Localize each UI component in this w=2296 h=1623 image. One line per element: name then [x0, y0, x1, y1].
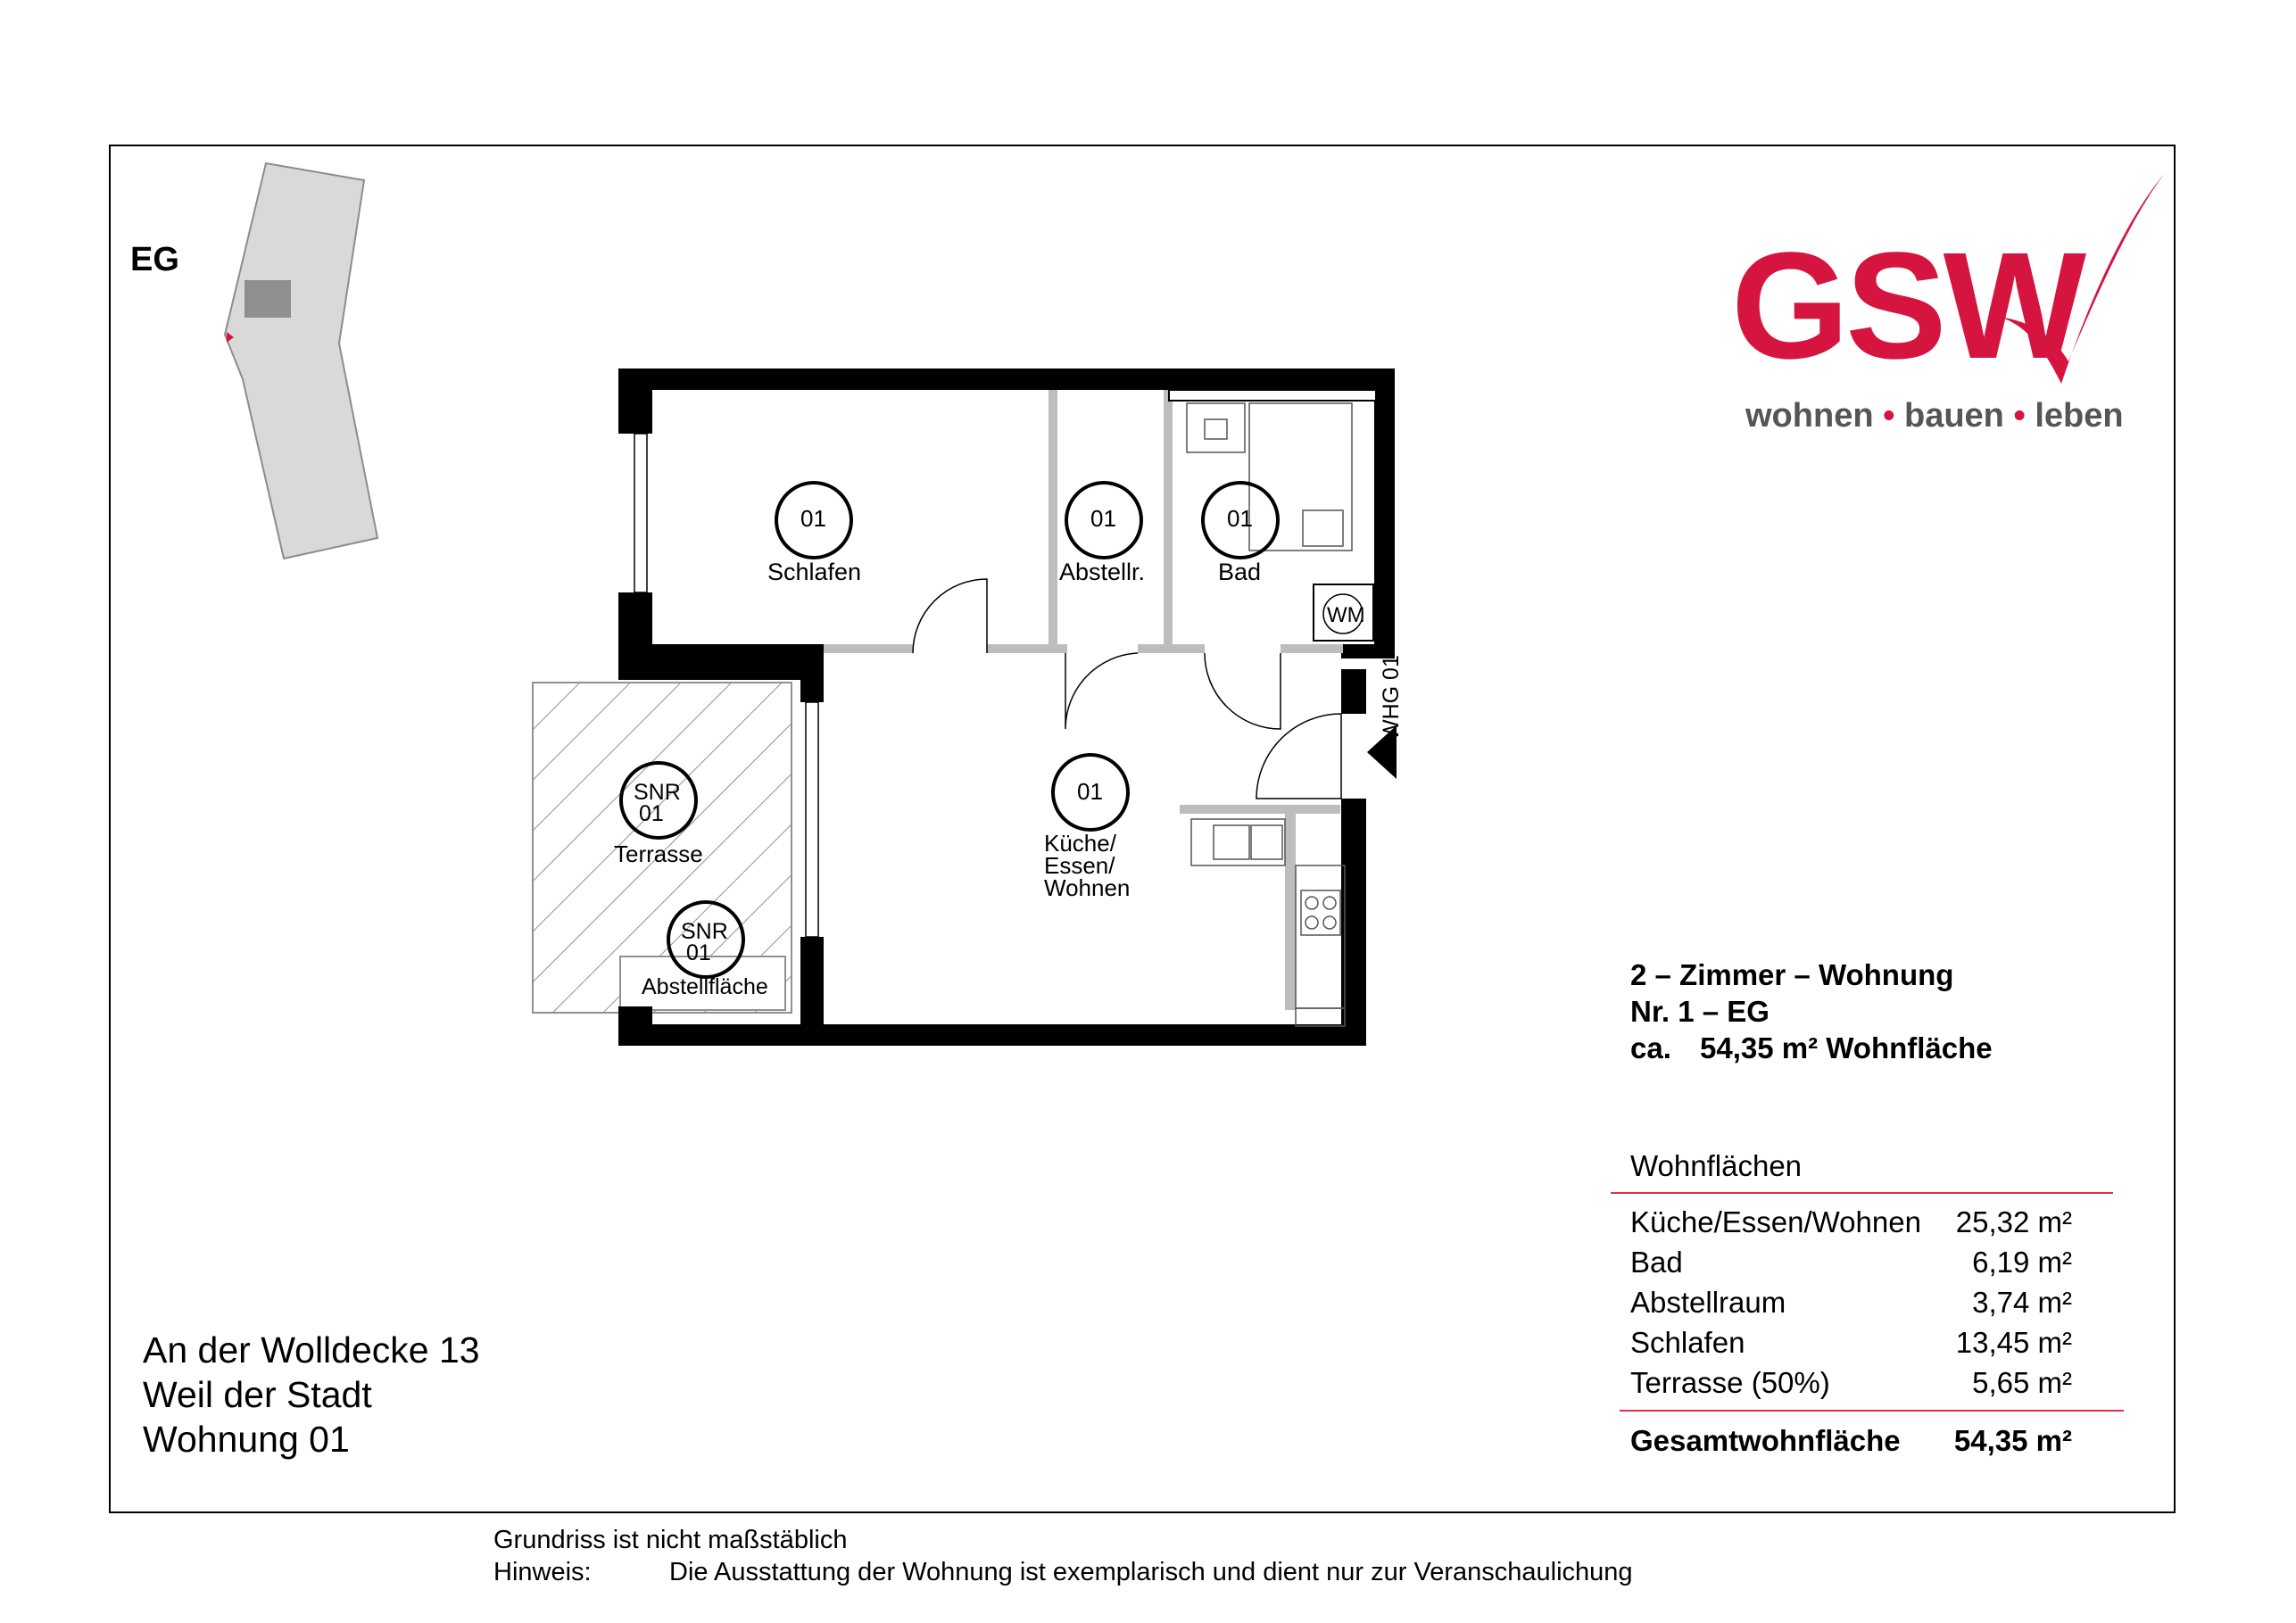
storage-number-2: 01: [686, 940, 711, 965]
room-schlafen-name: Schlafen: [767, 559, 862, 585]
fridge: [1296, 1008, 1345, 1026]
room-abstell-name: Abstellr.: [1059, 559, 1146, 585]
areas-heading: Wohnflächen: [1630, 1149, 1803, 1182]
room-bad-number: 01: [1227, 505, 1253, 532]
unit-number: Nr. 1 – EG: [1630, 995, 1770, 1028]
stove: [1301, 890, 1340, 935]
unit-area: 54,35 m² Wohnfläche: [1700, 1031, 1993, 1064]
kitchen-fixtures: [1191, 819, 1345, 1026]
washing-machine-label: WM: [1327, 603, 1365, 627]
terrace-number-2: 01: [639, 801, 664, 826]
area-row-name: Abstellraum: [1630, 1286, 1786, 1319]
unit-type: 2 – Zimmer – Wohnung: [1630, 958, 1954, 991]
areas-total-divider: [1620, 1410, 2124, 1412]
area-row-name: Bad: [1630, 1246, 1683, 1279]
area-row: [1630, 1366, 2072, 1402]
area-row-value: 5,65 m²: [1972, 1366, 2072, 1399]
terrace-name: Terrasse: [614, 840, 703, 867]
room-abstell-number: 01: [1090, 505, 1116, 532]
kitchen-drainer: [1251, 825, 1282, 859]
floor-label: EG: [130, 241, 179, 278]
storage-number-1: SNR: [681, 919, 728, 944]
kitchen-sink: [1214, 825, 1249, 859]
area-row-name: Schlafen: [1630, 1326, 1745, 1359]
area-row-name: Küche/Essen/Wohnen: [1630, 1205, 1921, 1238]
tagline-leben: leben: [2035, 397, 2124, 435]
area-row: [1630, 1326, 2072, 1362]
address-street: An der Wolldecke 13: [143, 1329, 480, 1370]
doors: [913, 579, 1341, 799]
area-total-value: 54,35 m²: [1953, 1424, 2072, 1457]
footer-hint-text: Die Ausstattung der Wohnung ist exemplarisch und dient nur zur Veranschaulichung: [669, 1558, 1633, 1586]
areas-heading-divider: [1611, 1192, 2113, 1194]
area-row-value: 25,32 m²: [1955, 1205, 2072, 1238]
kitchen-counter: [1191, 819, 1285, 865]
room-kueche-name-2: Essen/: [1044, 852, 1115, 879]
area-row-value: 6,19 m²: [1972, 1246, 2072, 1279]
area-total-name: Gesamtwohnfläche: [1630, 1424, 1901, 1457]
footer-hint-label: Hinweis:: [493, 1558, 592, 1586]
area-row-name: Terrasse (50%): [1630, 1366, 1830, 1399]
area-row: [1630, 1205, 2072, 1241]
area-row: [1630, 1246, 2072, 1281]
bathtub: [1249, 403, 1352, 551]
shower-tray: [1187, 403, 1245, 452]
area-total-row: [1630, 1424, 2072, 1460]
room-kueche-number: 01: [1077, 778, 1103, 805]
toilet: [1303, 510, 1343, 546]
entrance-label: WHG 01: [1379, 655, 1404, 741]
unit-area-prefix: ca.: [1630, 1031, 1671, 1064]
area-row-value: 13,45 m²: [1955, 1326, 2072, 1359]
area-row-value: 3,74 m²: [1972, 1286, 2072, 1319]
address-unit: Wohnung 01: [143, 1419, 350, 1460]
kitchen-counter-side: [1296, 865, 1345, 1008]
footer-scale-note: Grundriss ist nicht maßstäblich: [493, 1526, 848, 1554]
bath-top-wall: [1169, 390, 1376, 401]
area-row: [1630, 1286, 2072, 1321]
room-kueche-name-3: Wohnen: [1044, 874, 1131, 901]
tagline-dot-icon: •: [2013, 397, 2026, 435]
room-schlafen-number: 01: [800, 505, 826, 532]
tagline-dot-icon: •: [1883, 397, 1895, 435]
tagline-wohnen: wohnen: [1745, 397, 1874, 435]
room-bad-name: Bad: [1218, 559, 1262, 585]
storage-name: Abstellfläche: [642, 974, 768, 999]
terrace-number-1: SNR: [634, 780, 681, 805]
gsw-logo-wordmark: GSW: [1731, 221, 2084, 391]
address-city: Weil der Stadt: [143, 1374, 372, 1415]
tagline-bauen: bauen: [1903, 397, 2004, 435]
sink: [1205, 419, 1227, 439]
room-kueche-name-1: Küche/: [1044, 830, 1116, 857]
